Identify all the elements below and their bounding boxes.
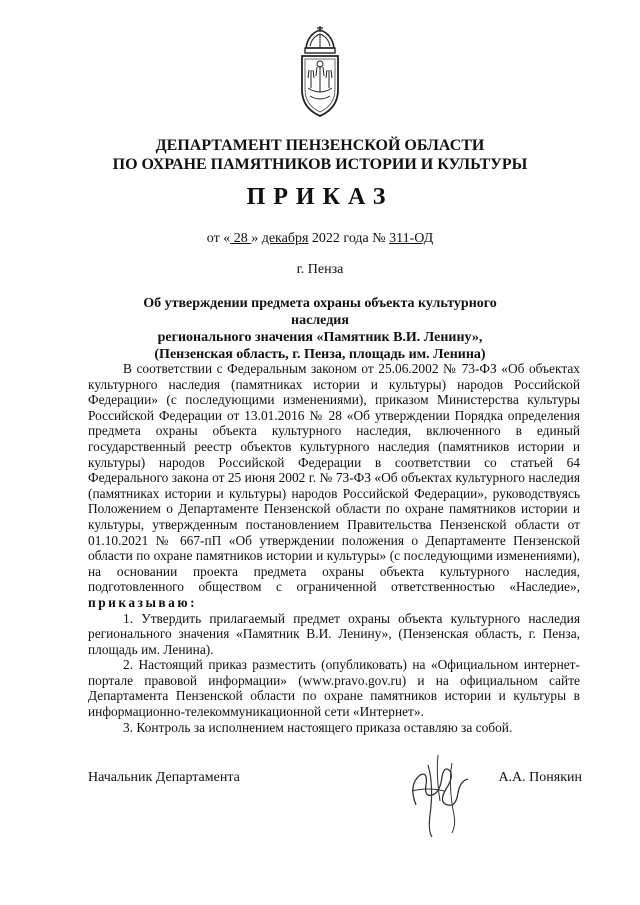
order-item-1: 1. Утвердить прилагаемый предмет охраны объекта культурного наследия регионального значения «Памятник В.И. Ленину», (Пензенская область, г. Пенза, площадь им. Ленина). <box>88 610 580 657</box>
preamble-paragraph <box>88 361 580 611</box>
order-item-3: 3. Контроль за исполнением настоящего приказа оставляю за собой. <box>123 719 513 735</box>
department-name <box>0 136 640 174</box>
handwritten-signature-icon <box>398 745 478 840</box>
signatory-position: Начальник Департамента <box>88 770 240 785</box>
order-subject <box>120 295 520 363</box>
order-item-2: 2. Настоящий приказ разместить (опубликовать) на «Официальном интернет-портале правовой информации» (www.pravo.gov.ru) и на официальном сайте Департамента Пензенской области по охране памятников истории и культуры в информационно-телекоммуникационной сети «Интернет». <box>88 657 580 720</box>
signatory-name: А.А. Понякин <box>498 770 582 785</box>
city: г. Пенза <box>296 262 344 277</box>
document-type: ПРИКАЗ <box>246 184 394 210</box>
date-year: 2022 года № <box>308 231 390 246</box>
preamble-text: В соответствии с Федеральным законом от 25.06.2002 № 73-ФЗ «Об объектах культурного наследия (памятниках истории и культуры) народов Российской Федерации» (с последующими изменениями), приказом Министерства культуры Российской Федерации от 13.01.2016 № 28 «Об утверждении Порядка определения предмета охраны объекта культурного наследия, включенного в единый государственный реестр объектов культурного наследия (памятников истории и культуры) народов Российской Федерации в соответствии со статьей 64 Федерального закона от 25 июня 2002 г. № 73-ФЗ «Об объектах культурного наследия (памятниках истории и культуры) народов Российской Федерации», руководствуясь Положением о Департаменте Пензенской области по охране памятников истории и культуры, утвержденным постановлением Правительства Пензенской области от 01.10.2021 № 667-пП «Об утверждении положения о Департаменте Пензенской области по охране памятников истории и культуры» (с последующими изменениями), на основании проекта предмета охраны объекта культурного наследия, подготовленного обществом с ограниченной ответственностью «Наследие», <box>88 361 580 595</box>
subject-line-1: Об утверждении предмета охраны объекта культурного наследия <box>143 296 497 328</box>
penza-coat-of-arms-icon <box>296 26 344 120</box>
subject-line-2: регионального значения «Памятник В.И. Ленину», <box>157 330 483 345</box>
date-quote-close: » <box>251 231 262 246</box>
date-prefix: от « <box>206 231 231 246</box>
department-line-1: ДЕПАРТАМЕНТ ПЕНЗЕНСКОЙ ОБЛАСТИ <box>155 137 485 154</box>
subject-line-3: (Пензенская область, г. Пенза, площадь им. Ленина) <box>154 347 486 362</box>
order-number: 311-ОД <box>389 231 434 246</box>
order-dateline <box>0 231 640 247</box>
date-month: декабря <box>261 231 309 246</box>
department-line-2: ПО ОХРАНЕ ПАМЯТНИКОВ ИСТОРИИ И КУЛЬТУРЫ <box>112 156 528 173</box>
date-day: 28 <box>230 231 252 246</box>
order-body <box>88 361 580 735</box>
order-word: приказываю: <box>88 594 198 610</box>
